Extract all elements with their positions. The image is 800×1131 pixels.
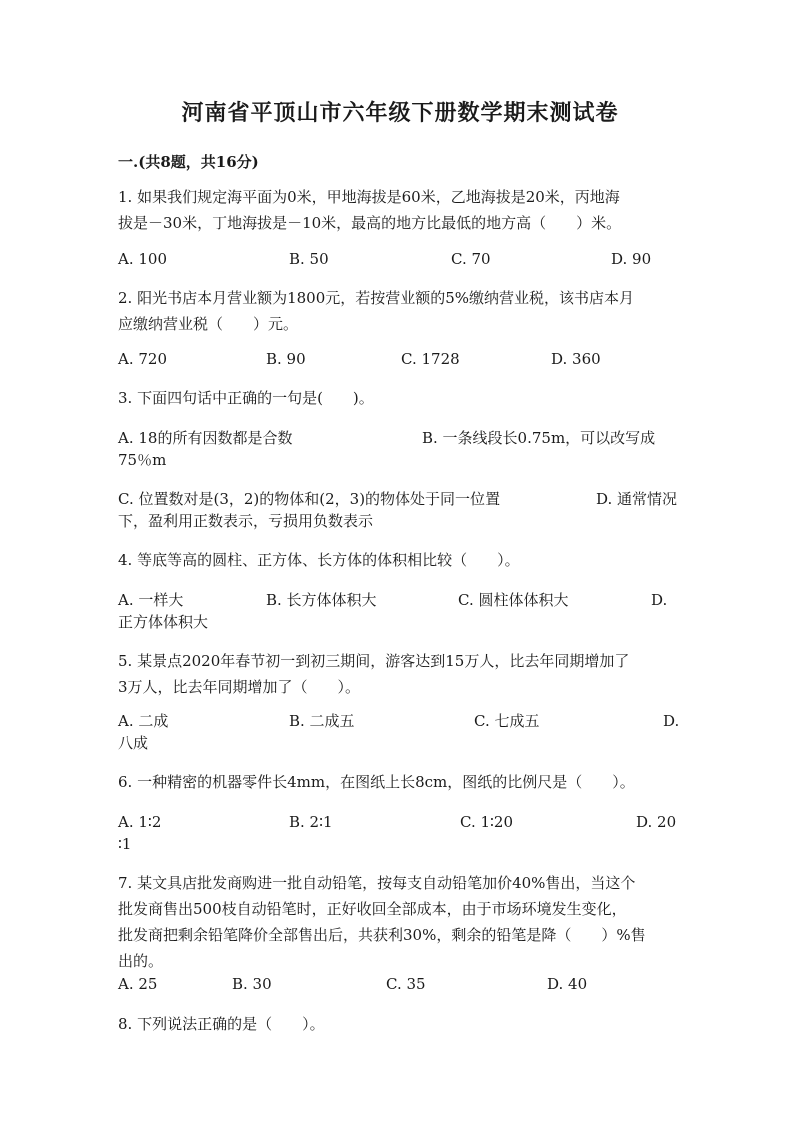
option-c: C. 位置数对是(3，2)的物体和(2，3)的物体处于同一位置 (118, 490, 501, 508)
question-1 (118, 184, 678, 236)
question-line: 批发商把剩余铅笔降价全部售出后，共获利30%，剩余的铅笔是降（ ）%售 (118, 926, 646, 944)
option-b: B. 30 (232, 975, 272, 993)
option-a: A. 720 (118, 350, 167, 368)
option-d-continued: ∶1 (118, 835, 132, 853)
question-4 (118, 547, 678, 573)
option-d-continued: 正方体体积大 (118, 613, 209, 631)
option-a: A. 1∶2 (118, 813, 162, 831)
question-line: 3万人，比去年同期增加了（ ）。 (118, 678, 361, 696)
option-d: D. 40 (547, 975, 588, 993)
option-d: D. 20 (636, 813, 677, 831)
option-a: A. 一样大 (118, 591, 184, 609)
question-line: 3. 下面四句话中正确的一句是( )。 (118, 389, 374, 407)
option-c: C. 1728 (401, 350, 460, 368)
question-line: 4. 等底等高的圆柱、正方体、长方体的体积相比较（ ）。 (118, 551, 520, 569)
option-d: D. 通常情况 (596, 490, 678, 508)
question-6 (118, 769, 678, 795)
question-line: 8. 下列说法正确的是（ ）。 (118, 1015, 325, 1033)
question-line: 2. 阳光书店本月营业额为1800元，若按营业额的5%缴纳营业税，该书店本月 (118, 289, 635, 307)
option-d: D. (651, 591, 668, 609)
question-line: 7. 某文具店批发商购进一批自动铅笔，按每支自动铅笔加价40%售出，当这个 (118, 874, 636, 892)
question-line: 6. 一种精密的机器零件长4mm，在图纸上长8cm，图纸的比例尺是（ ）。 (118, 773, 635, 791)
option-b: B. 二成五 (289, 712, 355, 730)
option-a: A. 二成 (118, 712, 169, 730)
option-d: D. 360 (551, 350, 601, 368)
question-line: 1. 如果我们规定海平面为0米，甲地海拔是60米，乙地海拔是20米，丙地海 (118, 188, 620, 206)
option-d-continued: 下，盈利用正数表示，亏损用负数表示 (118, 512, 374, 530)
question-line: 出的。 (118, 952, 164, 970)
option-b-continued: 75％m (118, 451, 167, 469)
option-b: B. 长方体体积大 (266, 591, 377, 609)
option-c: C. 70 (451, 250, 491, 268)
question-5 (118, 648, 678, 700)
option-a: A. 18的所有因数都是合数 (118, 429, 293, 447)
page-title: 河南省平顶山市六年级下册数学期末测试卷 (181, 101, 619, 126)
question-8 (118, 1011, 678, 1037)
option-a: A. 25 (118, 975, 158, 993)
option-d: D. (663, 712, 680, 730)
option-c: C. 1∶20 (460, 813, 514, 831)
question-line: 拔是－30米，丁地海拔是－10米，最高的地方比最低的地方高（ ）米。 (118, 214, 622, 232)
question-3 (118, 385, 678, 411)
option-b: B. 90 (266, 350, 306, 368)
option-b: B. 一条线段长0.75m，可以改写成 (422, 429, 656, 447)
question-2 (118, 285, 678, 337)
section-heading: 一.(共8题，共16分) (118, 153, 259, 171)
option-b: B. 2∶1 (289, 813, 333, 831)
option-c: C. 七成五 (474, 712, 540, 730)
question-7 (118, 870, 678, 974)
option-d-continued: 八成 (118, 734, 149, 752)
option-b: B. 50 (289, 250, 329, 268)
question-line: 批发商售出500枝自动铅笔时，正好收回全部成本，由于市场环境发生变化， (118, 900, 627, 918)
option-c: C. 圆柱体体积大 (458, 591, 569, 609)
option-a: A. 100 (118, 250, 167, 268)
option-d: D. 90 (611, 250, 652, 268)
question-line: 应缴纳营业税（ ）元。 (118, 315, 299, 333)
option-c: C. 35 (386, 975, 426, 993)
question-line: 5. 某景点2020年春节初一到初三期间，游客达到15万人，比去年同期增加了 (118, 652, 630, 670)
